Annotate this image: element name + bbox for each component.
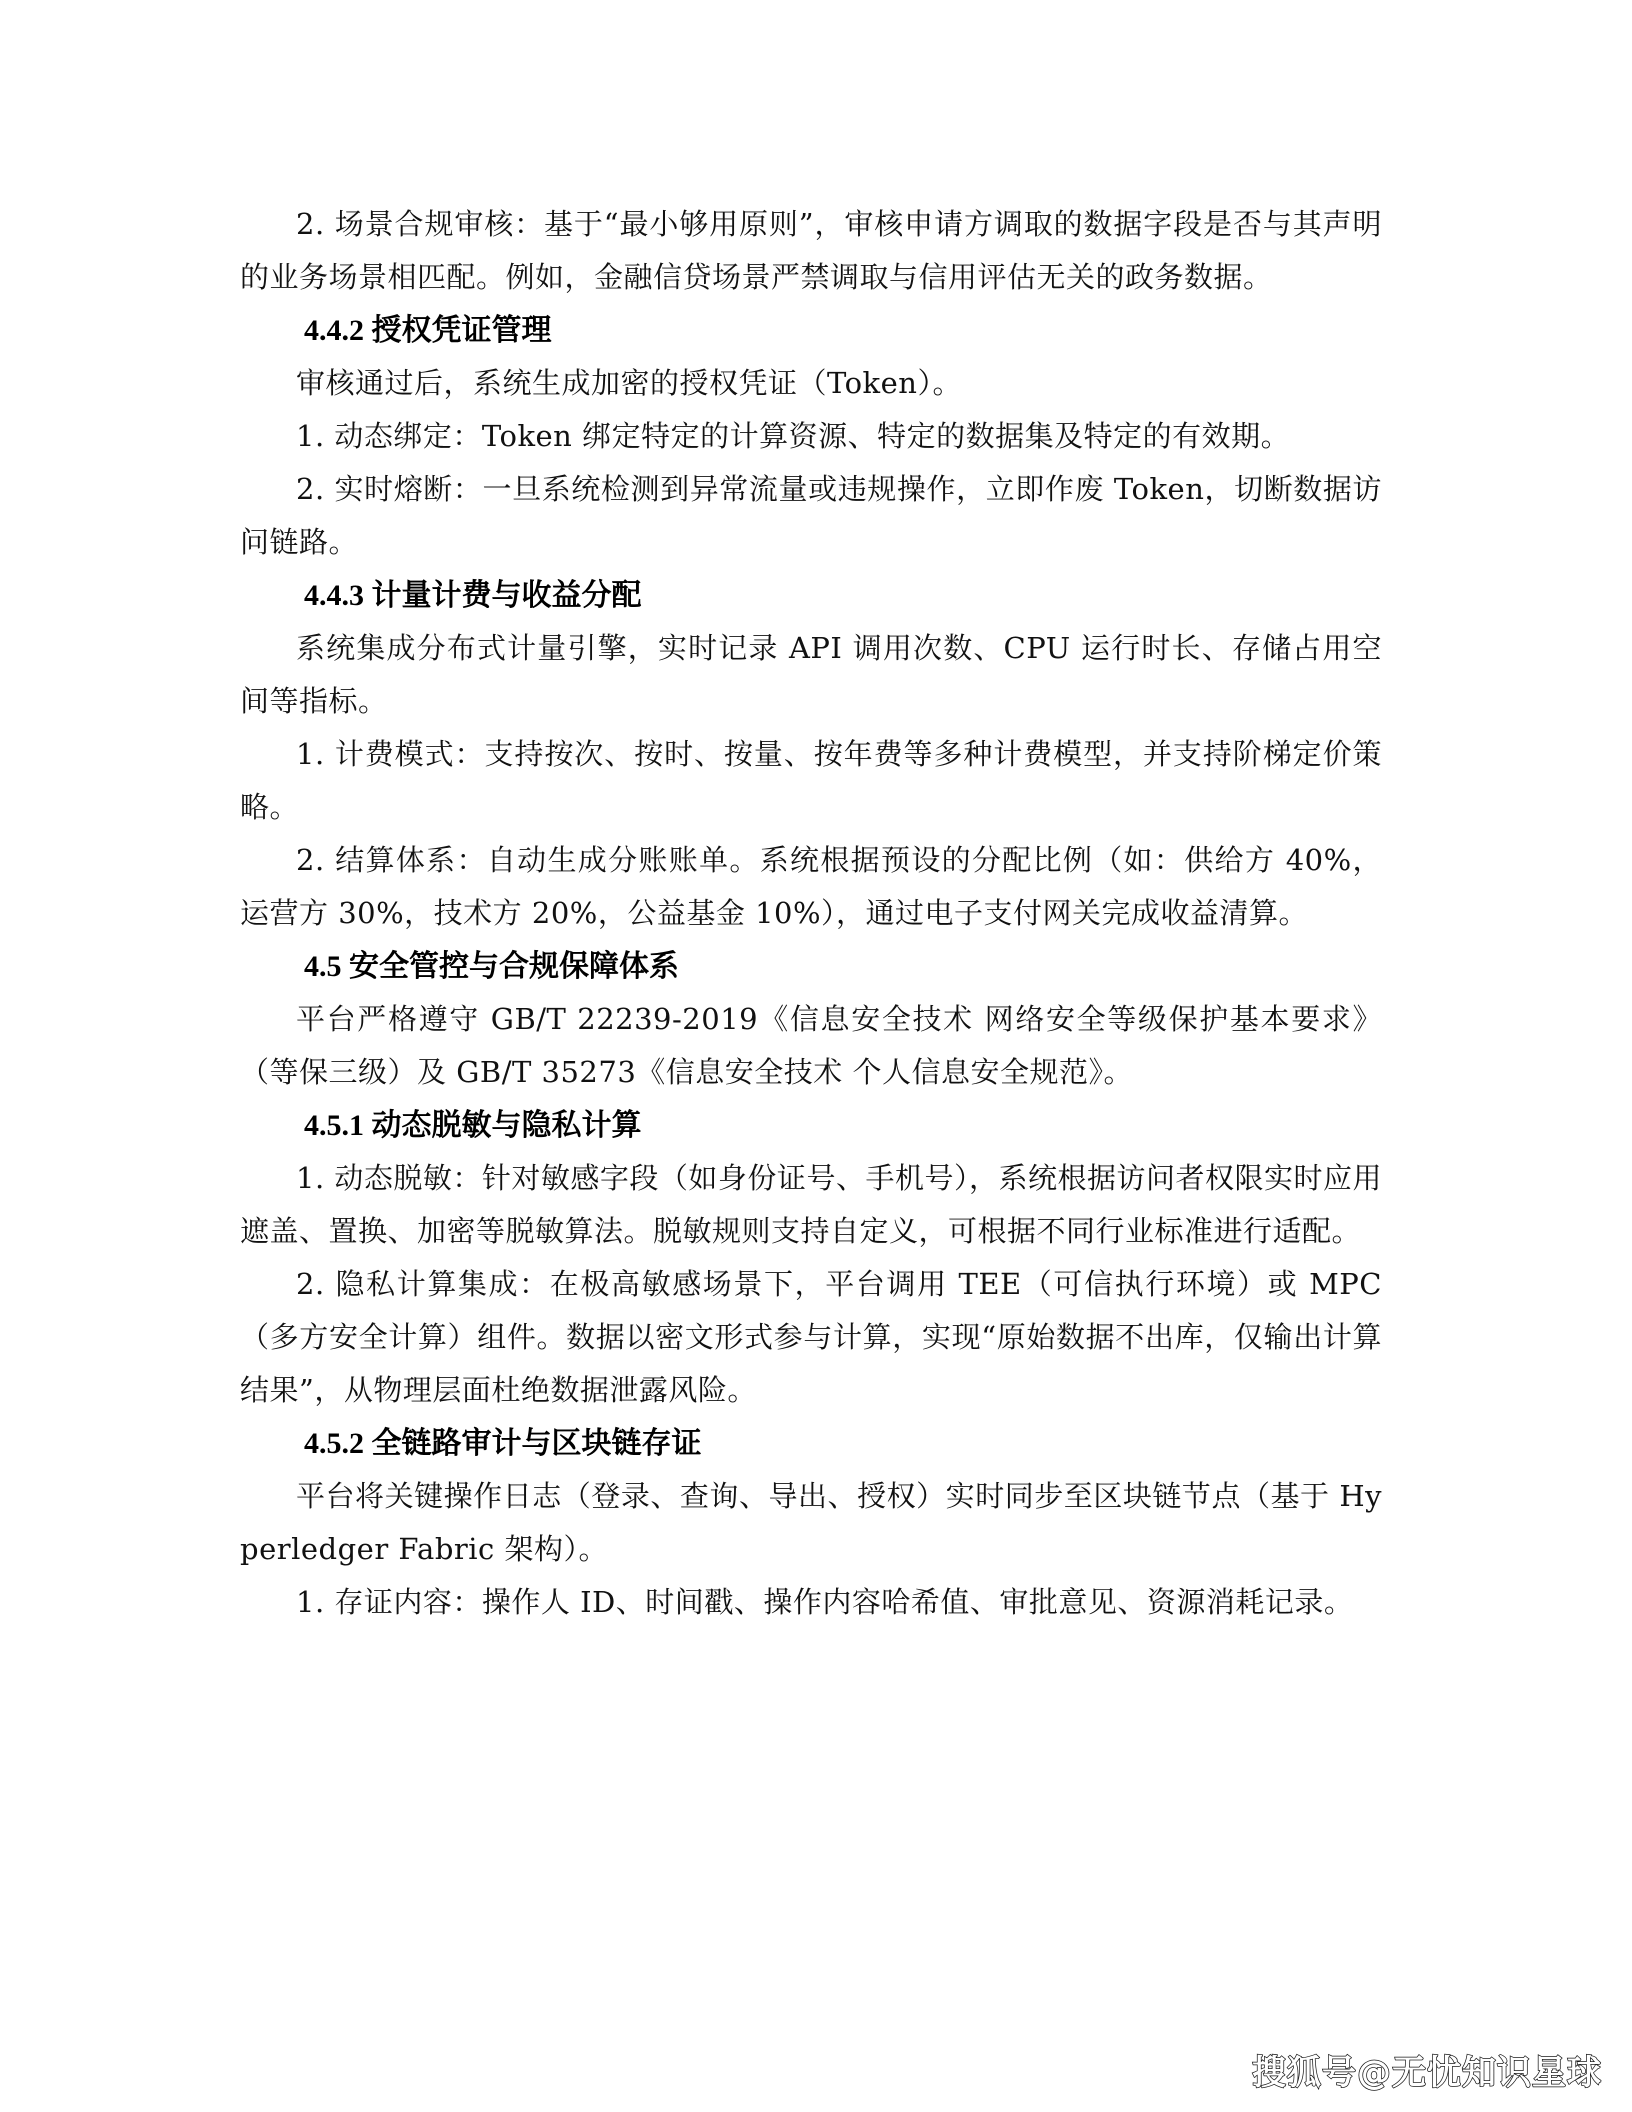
paragraph-standards: 平台严格遵守 GB/T 22239-2019《信息安全技术 网络安全等级保护基本要求》（等保三级）及 GB/T 35273《信息安全技术 个人信息安全规范》。: [240, 1002, 1382, 1089]
heading-4-4-3: 4.4.3 计量计费与收益分配: [304, 579, 642, 612]
paragraph-privacy-computing: 2. 隐私计算集成：在极高敏感场景下，平台调用 TEE（可信执行环境）或 MPC（多方安全计算）组件。数据以密文形式参与计算，实现“原始数据不出库，仅输出计算结果”，从物理层面杜绝数据泄露风险。: [240, 1267, 1382, 1407]
heading-4-5-1: 4.5.1 动态脱敏与隐私计算: [304, 1109, 642, 1142]
paragraph-realtime-fuse: 2. 实时熔断：一旦系统检测到异常流量或违规操作，立即作废 Token，切断数据访问链路。: [240, 472, 1382, 559]
paragraph-dynamic-binding: 1. 动态绑定：Token 绑定特定的计算资源、特定的数据集及特定的有效期。: [296, 419, 1291, 453]
paragraph-evidence-content: 1. 存证内容：操作人 ID、时间戳、操作内容哈希值、审批意见、资源消耗记录。: [296, 1585, 1354, 1619]
heading-4-5-2: 4.5.2 全链路审计与区块链存证: [304, 1427, 702, 1460]
heading-4-4-2: 4.4.2 授权凭证管理: [304, 314, 552, 347]
paragraph-scenario-compliance: 2. 场景合规审核：基于“最小够用原则”，审核申请方调取的数据字段是否与其声明的业务场景相匹配。例如，金融信贷场景严禁调取与信用评估无关的政务数据。: [240, 207, 1382, 294]
watermark-text: 搜狐号@无忧知识星球: [1252, 2053, 1602, 2093]
paragraph-blockchain-sync: 平台将关键操作日志（登录、查询、导出、授权）实时同步至区块链节点（基于 Hyperledger Fabric 架构）。: [240, 1479, 1382, 1566]
paragraph-billing-mode: 1. 计费模式：支持按次、按时、按量、按年费等多种计费模型，并支持阶梯定价策略。: [240, 737, 1382, 824]
paragraph-settlement: 2. 结算体系：自动生成分账账单。系统根据预设的分配比例（如：供给方 40%，运营方 30%，技术方 20%，公益基金 10%），通过电子支付网关完成收益清算。: [240, 843, 1382, 930]
paragraph-dynamic-masking: 1. 动态脱敏：针对敏感字段（如身份证号、手机号），系统根据访问者权限实时应用遮盖、置换、加密等脱敏算法。脱敏规则支持自定义，可根据不同行业标准进行适配。: [240, 1161, 1382, 1248]
document-page: [240, 198, 1382, 1629]
paragraph-metering-engine: 系统集成分布式计量引擎，实时记录 API 调用次数、CPU 运行时长、存储占用空间等指标。: [240, 631, 1382, 718]
paragraph-token-intro: 审核通过后，系统生成加密的授权凭证（Token）。: [296, 366, 962, 400]
heading-4-5: 4.5 安全管控与合规保障体系: [304, 950, 679, 983]
